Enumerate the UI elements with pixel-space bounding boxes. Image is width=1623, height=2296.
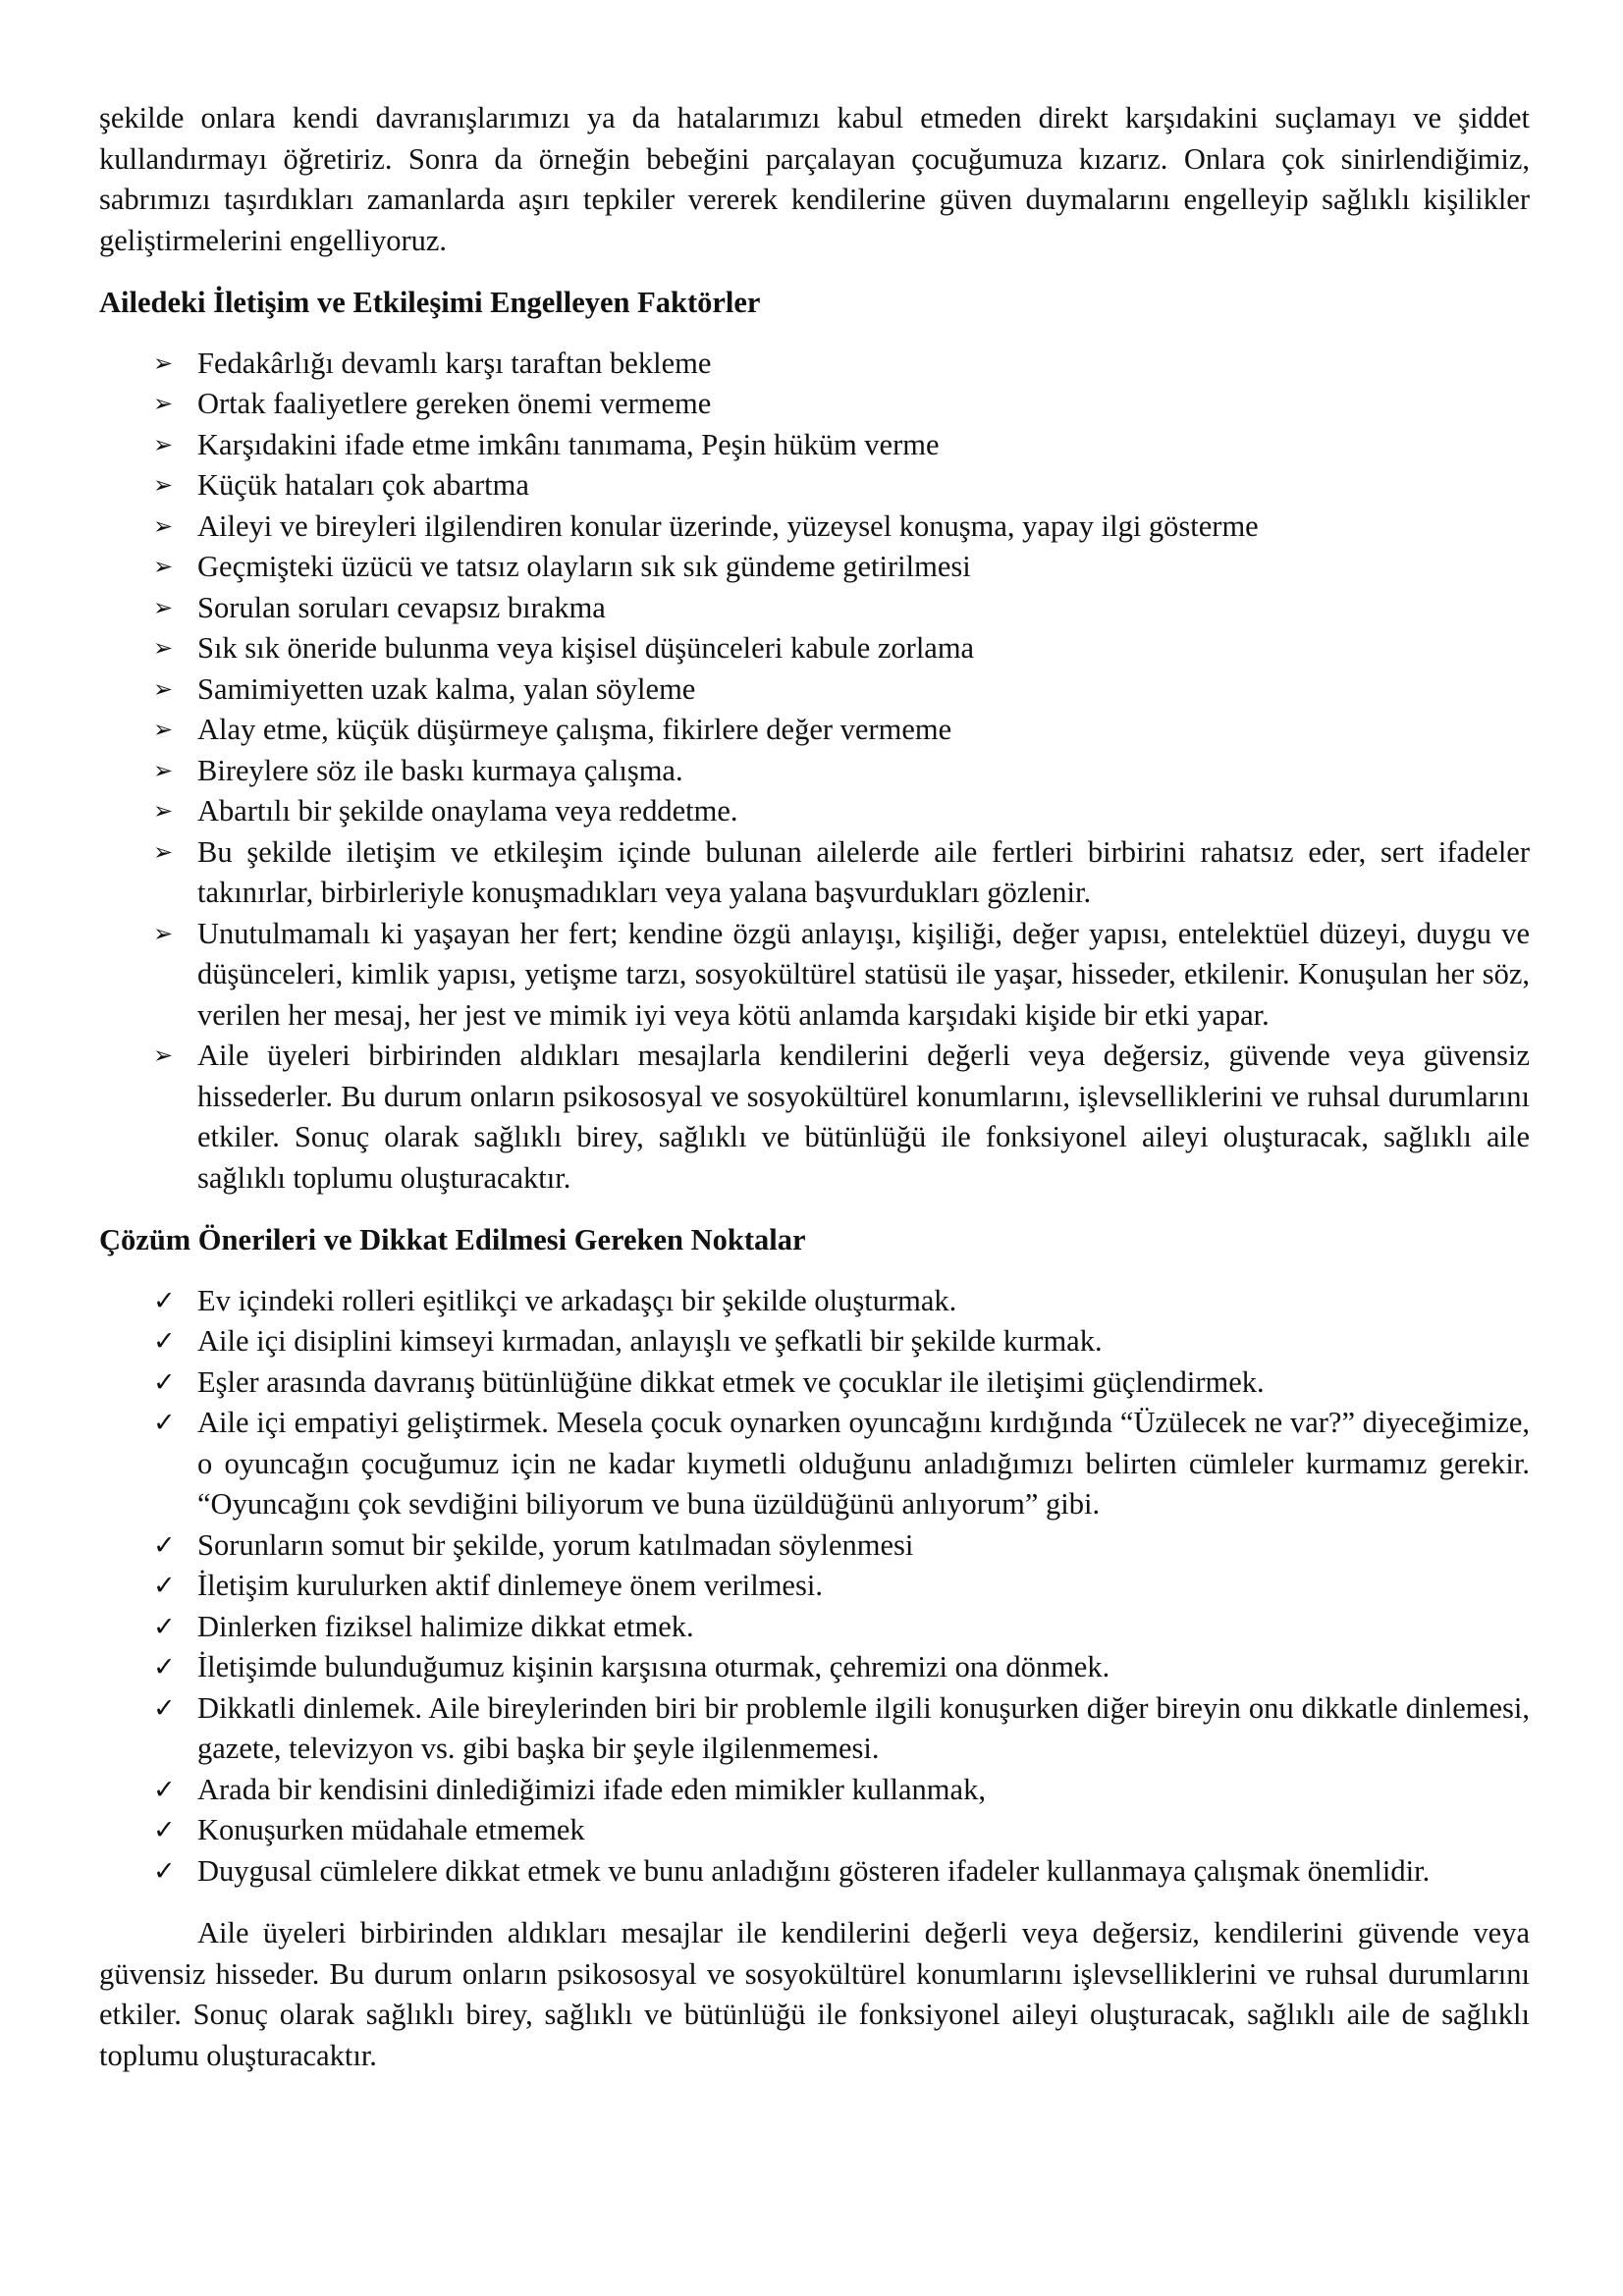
list-item-text: Aile içi empatiyi geliştirmek. Mesela çocuk oynarken oyuncağını kırdığında “Üzülecek ne var?” diyeceğimize, o oyuncağın çocuğumuz için ne kadar kıymetli olduğunu anladığımızı belirten cümleler kurmamız gerekir. “Oyuncağını çok sevdiğini biliyorum ve buna üzüldüğünü anlıyorum” gibi. <box>197 1406 1530 1521</box>
list-item <box>153 1770 1530 1811</box>
list-item-text: Aile üyeleri birbirinden aldıkları mesajlarla kendilerini değerli veya değersiz, güvende veya güvensiz hissederler. Bu durum onların psikososyal ve sosyokültürel konumlarını, işlevselliklerini ve ruhsal durumlarını etkiler. Sonuç olarak sağlıklı birey, sağlıklı ve bütünlüğü ile fonksiyonel aileyi oluşturacak, sağlıklı aile sağlıklı toplumu oluşturacaktır. <box>197 1039 1530 1195</box>
list-item <box>153 425 1530 466</box>
list-item-text: Sorulan soruları cevapsız bırakma <box>197 590 606 624</box>
checkmark-bullet-icon: ✓ <box>153 1774 176 1805</box>
arrowhead-bullet-icon: ➢ <box>153 593 174 621</box>
arrowhead-bullet-icon: ➢ <box>153 553 174 580</box>
list-item <box>153 1321 1530 1362</box>
list-item <box>153 1403 1530 1525</box>
list-item-text: Küçük hataları çok abartma <box>197 468 529 502</box>
list-item <box>153 465 1530 507</box>
arrowhead-bullet-icon: ➢ <box>153 837 174 866</box>
list-item-text: Samimiyetten uzak kalma, yalan söyleme <box>197 671 696 706</box>
arrowhead-bullet-icon: ➢ <box>153 1041 174 1069</box>
list-item <box>153 507 1530 548</box>
list-item <box>153 791 1530 832</box>
arrowhead-bullet-icon: ➢ <box>153 674 174 703</box>
list-item-text: Alay etme, küçük düşürmeye çalışma, fikirlere değer vermeme <box>197 713 952 746</box>
checkmark-bullet-icon: ✓ <box>153 1611 176 1642</box>
checkmark-bullet-icon: ✓ <box>153 1366 176 1398</box>
list-item <box>153 1281 1530 1322</box>
list-item-text: Aileyi ve bireyleri ilgilendiren konular üzerinde, yüzeysel konuşma, yapay ilgi gösterme <box>197 508 1259 543</box>
arrowhead-bullet-icon: ➢ <box>153 919 174 947</box>
checkmark-bullet-icon: ✓ <box>153 1326 176 1357</box>
closing-paragraph: Aile üyeleri birbirinden aldıkları mesajlar ile kendilerini değerli veya değersiz, kendilerini güvende veya güvensiz hisseder. Bu durum onların psikososyal ve sosyokültürel konumlarını işlevselliklerini ve ruhsal durumlarını etkiler. Sonuç olarak sağlıklı birey, sağlıklı ve bütünlüğü ile fonksiyonel aileyi oluşturacak, sağlıklı aile de sağlıklı toplumu oluşturacaktır. <box>99 1916 1530 2072</box>
list-item <box>153 1647 1530 1688</box>
list-item-text: Duygusal cümlelere dikkat etmek ve bunu anladığını gösteren ifadeler kullanmaya çalışmak önemlidir. <box>197 1853 1431 1888</box>
checkmark-bullet-icon: ✓ <box>153 1692 176 1724</box>
list-item <box>153 914 1530 1037</box>
list-item-text: Abartılı bir şekilde onaylama veya reddetme. <box>197 794 738 828</box>
list-item <box>153 344 1530 385</box>
list-item-text: Konuşurken müdahale etmemek <box>197 1813 585 1846</box>
arrowhead-bullet-icon: ➢ <box>153 348 174 377</box>
list-item-text: Eşler arasında davranış bütünlüğüne dikkat etmek ve çocuklar ile iletişimi güçlendirmek. <box>197 1364 1265 1399</box>
checkmark-bullet-icon: ✓ <box>153 1285 176 1316</box>
list-item <box>153 1688 1530 1770</box>
arrowhead-bullet-icon: ➢ <box>153 716 174 743</box>
section-heading-obstacles: Ailedeki İletişim ve Etkileşimi Engelleyen Faktörler <box>99 286 761 319</box>
intro-paragraph: şekilde onlara kendi davranışlarımızı ya da hatalarımızı kabul etmeden direkt karşıdakini suçlamayı ve şiddet kullandırmayı öğretiriz. Sonra da örneğin bebeğini parçalayan çocuğumuza kızarız. Onlara çok sinirlendiğimiz, sabrımızı taşırdıkları zamanlarda aşırı tepkiler vererek kendilerine güven duymalarını engelleyip sağlıklı kişilikler geliştirmelerini engelliyoruz. <box>99 101 1530 257</box>
list-item <box>153 751 1530 792</box>
list-item-text: Ev içindeki rolleri eşitlikçi ve arkadaşçı bir şekilde oluşturmak. <box>197 1283 957 1317</box>
list-item <box>153 384 1530 425</box>
arrowhead-bullet-icon: ➢ <box>153 756 174 784</box>
arrowhead-bullet-icon: ➢ <box>153 634 174 662</box>
list-item <box>153 1036 1530 1199</box>
checkmark-bullet-icon: ✓ <box>153 1652 176 1682</box>
list-item-text: İletişimde bulunduğumuz kişinin karşısına oturmak, çehremizi ona dönmek. <box>197 1650 1110 1683</box>
list-item-text: Arada bir kendisini dinlediğimizi ifade eden mimikler kullanmak, <box>197 1772 986 1806</box>
list-item-text: İletişim kurulurken aktif dinlemeye önem verilmesi. <box>197 1569 823 1602</box>
arrowhead-bullet-icon: ➢ <box>153 797 174 825</box>
arrowhead-bullet-icon: ➢ <box>153 471 174 499</box>
list-item-text: Aile içi disiplini kimseyi kırmadan, anlayışlı ve şefkatli bir şekilde kurmak. <box>197 1324 1103 1358</box>
list-item <box>153 710 1530 751</box>
arrowhead-bullet-icon: ➢ <box>153 511 174 540</box>
list-item <box>153 832 1530 914</box>
list-item-text: Bireylere söz ile baskı kurmaya çalışma. <box>197 753 683 787</box>
list-item <box>153 1566 1530 1607</box>
list-item-text: Karşıdakini ifade etme imkânı tanımama, Peşin hüküm verme <box>197 427 940 461</box>
list-item-text: Dinlerken fiziksel halimize dikkat etmek. <box>197 1609 694 1643</box>
list-item-text: Sorunların somut bir şekilde, yorum katılmadan söylenmesi <box>197 1527 914 1562</box>
checkmark-bullet-icon: ✓ <box>153 1815 176 1845</box>
solutions-list <box>99 1281 1530 1893</box>
list-item <box>153 1607 1530 1648</box>
list-item-text: Ortak faaliyetlere gereken önemi vermeme <box>197 387 712 420</box>
list-item-text: Unutulmamalı ki yaşayan her fert; kendine özgü anlayışı, kişiliği, değer yapısı, entelektüel düzeyi, duygu ve düşünceleri, kimlik yapısı, yetişme tarzı, sosyokültürel statüsü ile yaşar, hisseder, etkilenir. Konuşulan her söz, verilen her mesaj, her jest ve mimik iyi veya kötü anlamda karşıdaki kişide bir etki yapar. <box>197 916 1530 1032</box>
list-item-text: Dikkatli dinlemek. Aile bireylerinden biri bir problemle ilgili konuşurken diğer bireyin onu dikkatle dinlemesi, gazete, televizyon vs. gibi başka bir şeyle ilgilenmemesi. <box>197 1690 1530 1765</box>
list-item-text: Fedakârlığı devamlı karşı taraftan bekleme <box>197 346 712 380</box>
list-item <box>153 547 1530 588</box>
list-item-text: Bu şekilde iletişim ve etkileşim içinde bulunan ailelerde aile fertleri birbirini rahatsız eder, sert ifadeler takınırlar, birbirleriyle konuşmadıkları veya yalana başvurdukları gözlenir. <box>197 834 1530 909</box>
checkmark-bullet-icon: ✓ <box>153 1571 176 1601</box>
list-item <box>153 1525 1530 1567</box>
list-item <box>153 1362 1530 1404</box>
list-item-text: Sık sık öneride bulunma veya kişisel düşünceleri kabule zorlama <box>197 631 975 665</box>
list-item <box>153 628 1530 669</box>
list-item <box>153 588 1530 629</box>
checkmark-bullet-icon: ✓ <box>153 1855 176 1887</box>
list-item-text: Geçmişteki üzücü ve tatsız olayların sık sık gündeme getirilmesi <box>197 550 971 583</box>
obstacles-list <box>99 344 1530 1200</box>
checkmark-bullet-icon: ✓ <box>153 1529 176 1561</box>
arrowhead-bullet-icon: ➢ <box>153 390 174 417</box>
list-item <box>153 669 1530 711</box>
document-page <box>99 98 1530 2076</box>
arrowhead-bullet-icon: ➢ <box>153 430 174 458</box>
list-item <box>153 1851 1530 1893</box>
list-item <box>153 1810 1530 1851</box>
section-heading-solutions: Çözüm Önerileri ve Dikkat Edilmesi Gereken Noktalar <box>99 1223 806 1256</box>
checkmark-bullet-icon: ✓ <box>153 1408 176 1438</box>
